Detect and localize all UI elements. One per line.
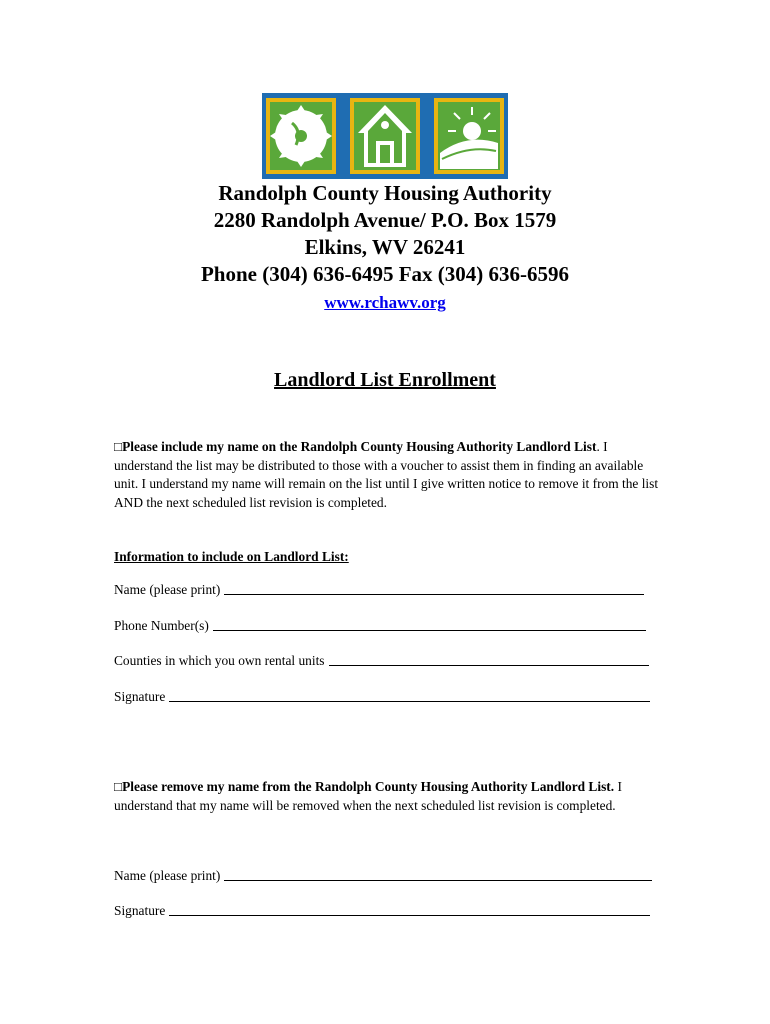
include-paragraph [114, 438, 664, 512]
info-heading: Information to include on Landlord List: [114, 549, 349, 564]
include-lead-text: Please include my name on the Randolph County Housing Authority Landlord List [122, 439, 597, 454]
remove-name-input[interactable] [224, 879, 652, 881]
include-checkbox[interactable]: □ [114, 439, 123, 454]
org-name: Randolph County Housing Authority [218, 181, 552, 205]
include-body-text: . I understand the list may be distributed to those with a voucher to assist them in finding an available unit. I understand my name will remain on the list until I give written notice to remove it from the list AND the next scheduled list revision is completed. [114, 439, 659, 510]
remove-body-text: I understand that my name will be removed when the next scheduled list revision is completed. [114, 779, 622, 813]
include-signature-field [114, 689, 650, 705]
form-title: Landlord List Enrollment [274, 369, 496, 391]
include-signature-input[interactable] [169, 700, 650, 702]
remove-signature-input[interactable] [169, 914, 650, 916]
remove-name-label: Name (please print) [114, 868, 221, 883]
include-counties-label: Counties in which you own rental units [114, 653, 325, 668]
include-phone-field [114, 618, 646, 634]
include-name-label: Name (please print) [114, 582, 221, 597]
saw-blade-icon [266, 98, 336, 174]
include-name-field [114, 582, 644, 598]
letterhead [0, 180, 770, 315]
rcha-logo [262, 93, 508, 179]
remove-name-field [114, 868, 652, 884]
remove-signature-label: Signature [114, 903, 166, 918]
remove-signature-field [114, 903, 650, 919]
sunrise-icon [434, 98, 504, 174]
include-counties-input[interactable] [329, 664, 649, 666]
include-signature-label: Signature [114, 689, 166, 704]
include-phone-input[interactable] [213, 629, 646, 631]
remove-checkbox[interactable]: □ [114, 779, 123, 794]
remove-lead-text: Please remove my name from the Randolph County Housing Authority Landlord List. [122, 779, 615, 794]
org-phone-fax: Phone (304) 636-6495 Fax (304) 636-6596 [200, 262, 570, 286]
website-link[interactable]: www.rchawv.org [324, 293, 446, 312]
include-phone-label: Phone Number(s) [114, 618, 209, 633]
include-name-input[interactable] [224, 593, 644, 595]
house-icon [350, 98, 420, 174]
include-counties-field [114, 653, 649, 669]
remove-paragraph [114, 778, 674, 815]
org-address: 2280 Randolph Avenue/ P.O. Box 1579 [213, 208, 557, 232]
org-city-state-zip: Elkins, WV 26241 [304, 235, 466, 259]
